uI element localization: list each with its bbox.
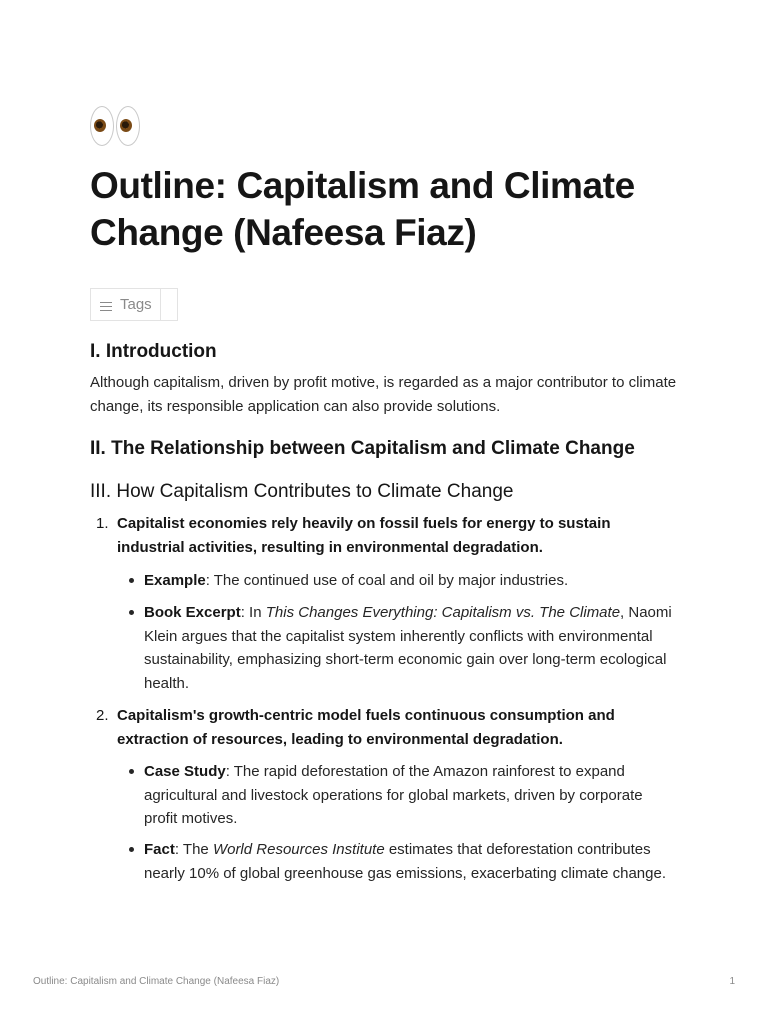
source-name: World Resources Institute	[212, 841, 385, 858]
list-item	[90, 704, 680, 752]
page-footer	[33, 976, 735, 987]
bullet-text: The rapid deforestation of the Amazon rainforest to expand agricultural and livestock operations for global markets, driven by corporate profit motives.	[144, 763, 643, 827]
bullet-separator: :	[205, 572, 210, 589]
bullet-text: The continued use of coal and oil by major industries.	[209, 572, 569, 589]
heading-introduction: I. Introduction	[90, 341, 217, 362]
tags-divider	[160, 289, 161, 320]
bullet-text-pre: In	[244, 604, 266, 621]
bullet-separator: :	[225, 763, 230, 780]
page-title: Outline: Capitalism and Climate Change (Nafeesa Fiaz)	[90, 165, 635, 253]
heading-relationship: II. The Relationship between Capitalism and Climate Change	[90, 438, 635, 459]
bullet-text-pre: The	[179, 841, 213, 858]
intro-paragraph: Although capitalism, driven by profit motive, is regarded as a major contributor to climate change, its responsible application can also provide solutions.	[90, 374, 677, 415]
page-number: 1	[729, 976, 735, 987]
bullet-item	[90, 601, 680, 695]
heading-contributes: III. How Capitalism Contributes to Climate Change	[90, 481, 514, 502]
bullet-dot	[129, 610, 134, 615]
bullet-item	[90, 760, 680, 831]
bullet-label: Book Excerpt	[144, 604, 241, 621]
list-item-number: 1.	[96, 515, 109, 532]
list-item	[90, 512, 680, 560]
list-item-text: Capitalism's growth-centric model fuels continuous consumption and extraction of resources, leading to environmental degradation.	[117, 707, 615, 748]
bullet-label: Example	[144, 572, 206, 589]
bullet-item	[90, 838, 680, 885]
list-item-text: Capitalist economies rely heavily on fossil fuels for energy to sustain industrial activities, resulting in environmental degradation.	[117, 515, 611, 556]
bullet-dot	[129, 578, 134, 583]
eye-left-icon	[90, 106, 114, 146]
bullet-label: Fact	[144, 841, 175, 858]
book-title: This Changes Everything: Capitalism vs. The Climate	[265, 604, 621, 621]
bullet-label: Case Study	[144, 763, 226, 780]
tags-label: Tags	[120, 296, 152, 313]
footer-title: Outline: Capitalism and Climate Change (Nafeesa Fiaz)	[33, 976, 280, 987]
bullet-item	[90, 569, 680, 593]
bullet-text-post: , Naomi Klein argues that the capitalist system inherently conflicts with environmental sustainability, emphasizing short-term economic gain over long-term ecological health.	[144, 604, 672, 692]
list-item-number: 2.	[96, 707, 109, 724]
list-icon	[100, 300, 112, 314]
bullet-dot	[129, 847, 134, 852]
bullet-separator: :	[240, 604, 245, 621]
tags-property[interactable]	[90, 288, 178, 321]
bullet-text-post: estimates that deforestation contributes nearly 10% of global greenhouse gas emissions, exacerbating climate change.	[144, 841, 666, 882]
eye-right-icon	[116, 106, 140, 146]
bullet-separator: :	[174, 841, 180, 858]
bullet-dot	[129, 769, 134, 774]
eyes-icon	[90, 106, 140, 146]
